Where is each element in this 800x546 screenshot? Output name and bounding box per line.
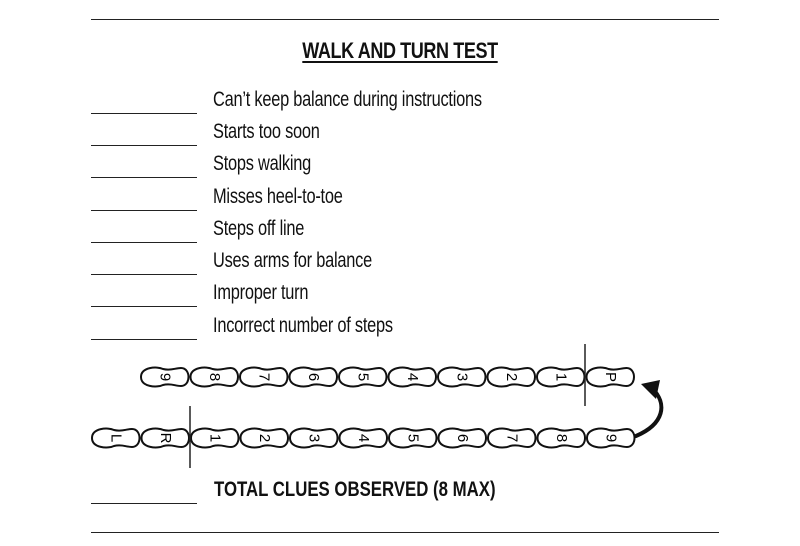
footprint — [290, 429, 338, 448]
footprint-label: 4 — [404, 372, 421, 382]
clue-item — [0, 183, 800, 215]
footprint-label: 6 — [305, 372, 322, 382]
footprint-label: 5 — [404, 433, 422, 443]
clue-blank[interactable] — [91, 113, 197, 114]
clue-item — [0, 215, 800, 247]
footprint — [241, 429, 289, 448]
footprint-label: 1 — [552, 372, 570, 382]
clue-label: Stops walking — [213, 152, 312, 175]
clue-label: Starts too soon — [213, 120, 320, 143]
bottom-rule — [91, 532, 719, 533]
footprint-label: 3 — [305, 433, 323, 443]
clue-item — [0, 279, 800, 311]
footstep-diagram — [0, 340, 800, 480]
footprint-label: R — [157, 432, 174, 444]
total-blank[interactable] — [91, 503, 197, 504]
clue-item — [0, 247, 800, 279]
footprint — [439, 429, 487, 448]
clue-blank[interactable] — [91, 145, 197, 146]
clue-label: Incorrect number of steps — [213, 314, 393, 337]
footprint-label: 1 — [206, 433, 224, 443]
clue-blank[interactable] — [91, 177, 197, 178]
footprint — [240, 368, 288, 387]
footprint-label: 5 — [354, 372, 372, 382]
clue-label: Improper turn — [213, 281, 309, 304]
clue-item — [0, 150, 800, 182]
footprint-label: L — [107, 433, 125, 443]
footprint — [340, 429, 388, 448]
footprint — [538, 429, 586, 448]
total-clues-row — [0, 476, 800, 512]
clue-blank[interactable] — [91, 274, 197, 275]
footprint — [587, 429, 635, 448]
clue-label: Steps off line — [213, 217, 305, 240]
footprint — [488, 368, 536, 387]
return-steps-row — [141, 368, 634, 387]
clue-item — [0, 86, 800, 118]
footprint-label: 2 — [256, 433, 273, 443]
footprint-label: 8 — [553, 433, 570, 443]
clue-label: Misses heel-to-toe — [213, 185, 343, 208]
footprint — [438, 368, 486, 387]
curved-arrow-icon — [636, 380, 661, 436]
clue-item — [0, 118, 800, 150]
footprint — [389, 429, 437, 448]
clue-label: Can’t keep balance during instructions — [213, 88, 482, 111]
footprint-label: 7 — [255, 372, 273, 382]
footprint — [339, 368, 387, 387]
page-title: WALK AND TURN TEST — [302, 38, 498, 63]
footprint — [488, 429, 536, 448]
footprint-label: 7 — [503, 433, 521, 443]
footprint-label: 2 — [503, 372, 520, 382]
footprint-label: 3 — [453, 372, 471, 382]
footprint-label: P — [602, 371, 619, 383]
footprint — [142, 429, 190, 448]
footprint — [290, 368, 338, 387]
footprint — [389, 368, 437, 387]
footprint — [141, 368, 189, 387]
total-label: TOTAL CLUES OBSERVED (8 MAX) — [214, 478, 496, 501]
footprint — [537, 368, 585, 387]
footprint — [587, 368, 635, 387]
footprint — [92, 429, 140, 448]
top-rule — [91, 19, 719, 20]
clue-blank[interactable] — [91, 306, 197, 307]
clue-blank[interactable] — [91, 210, 197, 211]
clue-label: Uses arms for balance — [213, 249, 372, 272]
footprint-label: 9 — [602, 433, 620, 443]
footprint — [191, 429, 239, 448]
footprint-label: 4 — [355, 433, 372, 443]
footprint-label: 8 — [206, 372, 223, 382]
footprint-label: 6 — [454, 433, 471, 443]
clue-blank[interactable] — [91, 242, 197, 243]
footprint — [191, 368, 239, 387]
outbound-steps-row — [92, 429, 635, 448]
footprint-label: 9 — [156, 372, 174, 382]
